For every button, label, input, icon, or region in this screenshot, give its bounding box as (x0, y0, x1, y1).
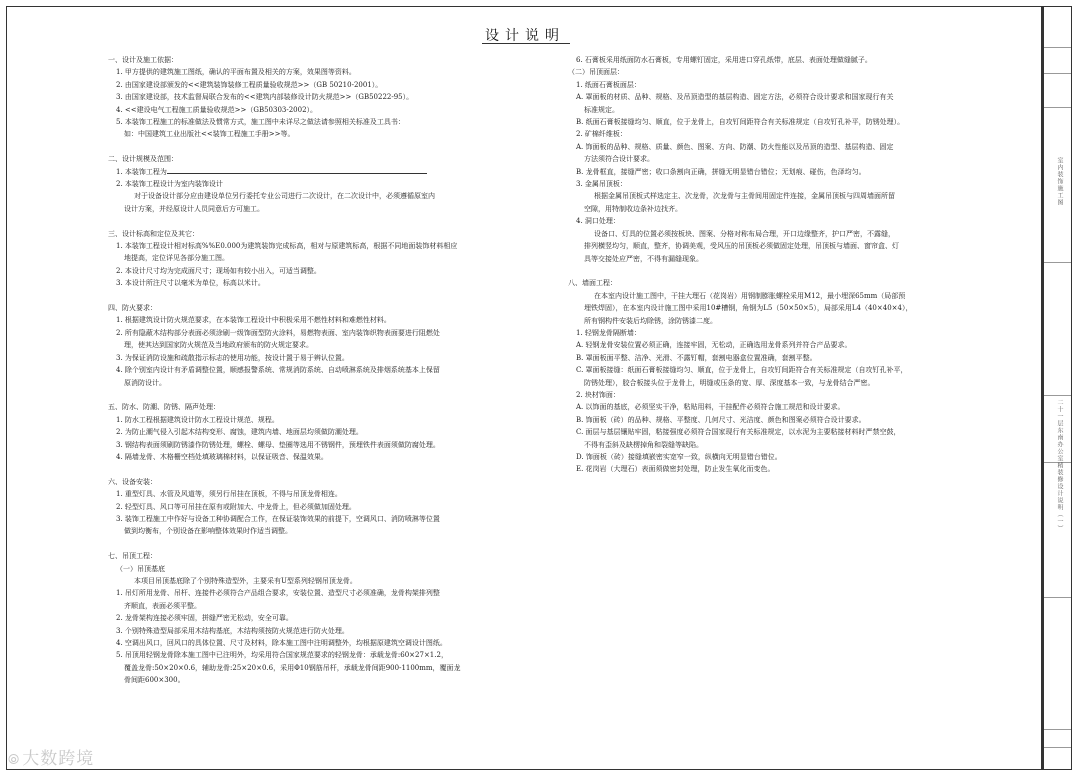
note-line (100, 228, 498, 240)
note-text: 防锈处理），胶合板接头位于龙骨上，明缝或压条的宽、厚、深度基本一致，与龙骨结合严密。 (584, 378, 875, 387)
note-text: 二、设计规模及范围： (108, 155, 178, 164)
note-text: 2. 龙骨架构连接必须牢固，拼缝严密无松动，安全可靠。 (116, 614, 293, 623)
note-line (100, 612, 498, 624)
note-line (100, 277, 498, 289)
title-block-rule (1044, 73, 1071, 74)
note-line (100, 314, 498, 326)
note-line (560, 377, 960, 389)
title-block-rule (1044, 47, 1071, 48)
note-text: 具等交接处应严密，不得有漏缝现象。 (584, 254, 703, 263)
note-text: 地提高，定位详见各部分施工图。 (124, 254, 229, 263)
note-line (560, 66, 960, 78)
note-line (100, 563, 498, 575)
note-line (560, 116, 960, 128)
note-text: 做到均衡布，个别设备在影响整体效果时作适当调整。 (124, 527, 292, 536)
note-line (560, 401, 960, 413)
note-line (100, 203, 498, 215)
note-text: 3. 装饰工程施工中作好与设备工种协调配合工作，在保证装饰效果的前提下，空调风口、消防喷淋等位置 (116, 514, 440, 523)
note-text: A. 饰面板的品种、规格、质量、颜色、图案、方向、防潮、防火性能以及吊顶的造型、基层构造、固定 (576, 142, 894, 151)
note-text: 3. 个别特殊造型局部采用木结构基底，木结构须按防火规范进行防火处理。 (116, 626, 349, 635)
note-text: 七、吊顶工程： (108, 552, 157, 561)
note-text: 覆盖龙骨:50×20×0.6，辅助龙骨:25×20×0.6，采用Φ10钢筋吊杆，承载龙骨间距900-1100mm，覆面龙 (124, 663, 461, 672)
note-text: 所有钢构件安装后均除锈，涂防锈漆二度。 (584, 316, 717, 325)
note-line (100, 166, 498, 178)
note-text: 设备口、灯具的位置必须按板块、图案、分格对称布局合理，开口边缘整齐，护口严密，不露缝， (594, 229, 895, 238)
title-underline (482, 43, 570, 44)
note-line (560, 451, 960, 463)
project-name: 室内装饰施工图 (1056, 157, 1063, 206)
note-text: 不得有歪斜及缺楞掉角和裂缝等缺陷。 (584, 440, 703, 449)
note-line (100, 401, 498, 413)
title-block-rule (1044, 262, 1071, 263)
note-text: 齐顺直，表面必须平整。 (124, 601, 201, 610)
note-line (100, 252, 498, 264)
note-line (560, 352, 960, 364)
note-line (100, 414, 498, 426)
note-text: 原消防设计。 (124, 378, 166, 387)
note-line (100, 476, 498, 488)
page-title: 设计说明 (485, 28, 565, 44)
note-line (100, 339, 498, 351)
title-block-rule (1044, 747, 1071, 748)
note-text: C. 面层与基层镶贴牢固，粘接强度必须符合国家现行有关标准规定，以水泥为主要粘接材料时严禁空鼓， (576, 428, 901, 437)
note-text: D. 饰面板（砖）接缝填嵌密实宽窄一致，纵横向无明显错台错位。 (576, 452, 782, 461)
note-text: 3. 为保证消防设施和疏散指示标志的使用功能，按设计置于易于辨认位置。 (116, 353, 349, 362)
note-line (100, 178, 498, 190)
note-text: 3. 钢结构表面须刷防锈漆作防锈处理，螺栓、螺母、垫圈等选用不锈钢件，预埋铁件表面须做防腐处理。 (116, 440, 440, 449)
note-line (560, 240, 960, 252)
note-line (100, 649, 498, 661)
note-line (100, 116, 498, 128)
note-line (560, 277, 960, 289)
note-text: 1. 吊灯所用龙骨、吊杆、连接件必须符合产品组合要求，安装位置、造型尺寸必须准确，龙骨构架排列整 (116, 589, 440, 598)
note-text: B. 饰面板（砖）的品种、规格、平整度、几何尺寸、光洁度、颜色和图案必须符合设计要求。 (576, 415, 866, 424)
note-line (560, 389, 960, 401)
spacer (100, 290, 498, 302)
note-line (560, 327, 960, 339)
note-line (560, 128, 960, 140)
note-text: 3. 由国家建设部，技术监督局联合发布的<<建筑内部装修设计防火规范>>（GB50222-95）。 (116, 93, 414, 102)
note-line (100, 451, 498, 463)
note-text: 2. 为防止潮气侵入引起木结构变形、腐蚀，建筑内墙、地面层均须做防潮处理。 (116, 428, 363, 437)
note-text: 2. 由国家建设部颁发的<<建筑装饰装修工程质量验收规范>>（GB 50210-2001）。 (116, 80, 383, 89)
note-text: 5. 本装饰工程施工的标准做法及惯常方式，施工图中未详尽之做法请参照相关标准及工具书： (116, 118, 405, 127)
note-text: 2. 本设计尺寸均为完成面尺寸；现场如有较小出入，可适当调整。 (116, 266, 321, 275)
note-text: 埋铁焊固），在本室内设计施工图中采用10#槽钢，角钢为L5（50×50×5），局部采用L4（40×40×4）， (584, 304, 913, 313)
note-line (560, 91, 960, 103)
spacer (100, 215, 498, 227)
note-line (100, 302, 498, 314)
note-text: 五、防水、防潮、防锈、隔声处理： (108, 403, 220, 412)
note-line (100, 104, 498, 116)
note-line (100, 637, 498, 649)
note-text: 4. 洞口处理： (576, 217, 620, 226)
note-text: B. 龙骨框直，接缝严密；收口条割向正确，拼缝无明显错台错位；无划痕、碰伤，色泽均匀。 (576, 167, 866, 176)
note-line (560, 439, 960, 451)
note-line (100, 550, 498, 562)
note-line (100, 364, 498, 376)
note-text: 1. 纸面石膏板面层： (576, 80, 641, 89)
note-line (560, 339, 960, 351)
note-text: 四、防火要求： (108, 304, 157, 313)
spacer (100, 463, 498, 475)
title-block-rule (1044, 395, 1071, 396)
note-text: B. 纸面石膏板接缝均匀、顺直，位于龙骨上，自攻钉间距符合有关标准规定（自攻钉孔补平，防锈处理）。 (576, 118, 905, 127)
spacer (560, 265, 960, 277)
note-line (100, 662, 498, 674)
note-text: 六、设备安装： (108, 477, 157, 486)
note-text: 1. 轻钢龙骨隔断墙： (576, 328, 641, 337)
note-text: C. 罩面板接缝：纸面石膏板接缝均匀、顺直，位于龙骨上，自攻钉间距符合有关标准规定（自攻钉孔补平， (576, 366, 908, 375)
note-text: 排列横竖均匀，顺直，整齐，协调美观，受风压的吊顶板必须做固定处理，吊顶板与墙面、窗帘盒、灯 (584, 242, 899, 251)
note-line (560, 290, 960, 302)
note-line (100, 79, 498, 91)
note-line (100, 352, 498, 364)
note-line (560, 153, 960, 165)
note-text: 2. 本装饰工程设计为室内装饰设计 (116, 180, 223, 189)
note-text: A. 罩面板的材质、品种、规格、及吊顶造型的基层构造、固定方法，必须符合设计要求和国家现行有关 (576, 93, 894, 102)
note-text: 1. 甲方提供的建筑施工图纸，确认的平面布置及相关的方案，效果图等资料。 (116, 68, 356, 77)
note-text: 5. 吊顶用轻钢龙骨除本施工图中已注明外，均采用符合国家规范要求的轻钢龙骨：承载龙骨:60×27×1.2， (116, 651, 448, 660)
title-block-rule (1044, 597, 1071, 598)
title-block-rule (1044, 107, 1071, 108)
note-text: （一）吊顶基底 (116, 564, 165, 573)
note-text: （二）吊顶面层： (568, 68, 624, 77)
note-text: 2. 轻型灯具、风口等可吊挂在原有或附加大、中龙骨上，但必须做加固处理。 (116, 502, 356, 511)
note-text: E. 花岗岩（大理石）表面须做密封处理，防止发生氧化而变色。 (576, 465, 775, 474)
note-text: 2. 矿棉纤维板： (576, 130, 627, 139)
note-text: A. 以饰面的基底，必须坚实干净，粘贴用料，干挂配件必须符合施工规范和设计要求。 (576, 403, 845, 412)
note-line (560, 104, 960, 116)
note-text: 根据金属吊顶板式样选定主、次龙骨，次龙骨与主骨间用固定件连接，金属吊顶板与四周墙面所留 (594, 192, 895, 201)
watermark-text: 大数跨境 (22, 749, 95, 769)
watermark-logo-icon: ⦾ (8, 752, 21, 768)
note-text: 1. 重型灯具、水管及风道等，须另行吊挂在顶板，不得与吊顶龙骨相连。 (116, 490, 342, 499)
note-text: 4. 空调出风口，回风口的具体位置、尺寸及材料，除本施工图中注明调整外，均根据原建筑空调设计图纸。 (116, 639, 447, 647)
note-text: A. 轻钢龙骨安装位置必须正确，连接牢固，无松动，正确选用龙骨系列并符合产品要求。 (576, 341, 852, 350)
note-text: 1. 根据建筑设计防火规范要求，在本装饰工程设计中积极采用不燃性材料和难燃性材料。 (116, 316, 391, 325)
note-line (100, 439, 498, 451)
right-column (560, 54, 960, 476)
note-line (560, 302, 960, 314)
note-line (560, 215, 960, 227)
note-line (100, 600, 498, 612)
note-line (100, 575, 498, 587)
note-line (560, 166, 960, 178)
note-line (560, 364, 960, 376)
note-text: 八、墙面工程： (568, 279, 617, 288)
spacer (100, 389, 498, 401)
note-text: 一、设计及施工依据： (108, 56, 178, 64)
note-line (560, 79, 960, 91)
note-text: 对于设备设计部分应由建设单位另行委托专业公司进行二次设计，在二次设计中，必须遵循原室内 (134, 192, 435, 201)
left-column (100, 54, 498, 687)
note-line (100, 91, 498, 103)
note-text: 如：中国建筑工业出版社<<装饰工程施工手册>>等。 (124, 130, 295, 139)
spacer (100, 141, 498, 153)
drawing-name: 二十一层东南办公室精装修设计说明（一） (1056, 399, 1063, 532)
note-text: 1. 防水工程根据建筑设计防水工程设计规范、规程。 (116, 415, 279, 424)
note-line (100, 488, 498, 500)
note-text: 4. <<建设电气工程施工质量验收规范>>（GB50303-2002）。 (116, 105, 318, 114)
note-text: 4. 除个别室内设计有矛盾调整位置，顺感报警系统、常规消防系统、自动喷淋系统及排烟系统基本上保留 (116, 366, 440, 375)
note-text: 2. 块材饰面： (576, 390, 620, 399)
note-line (100, 625, 498, 637)
note-text: 三、设计标高和定位及其它： (108, 229, 199, 238)
note-line (560, 253, 960, 265)
note-text: 标准规定。 (584, 105, 619, 114)
note-line (560, 54, 960, 66)
title-block (1042, 6, 1072, 770)
note-line (560, 426, 960, 438)
note-line (100, 54, 498, 66)
note-line (100, 66, 498, 78)
note-text: 1. 本装饰工程设计相对标高%%E0.000为建筑装饰完成标高，相对与原建筑标高，根据不同地面装饰材料相应 (116, 242, 458, 251)
note-line (560, 190, 960, 202)
note-line (100, 501, 498, 513)
note-text: 4. 隔墙龙骨、木格栅空档处填玻璃棉材料，以保证吸音、保温效果。 (116, 452, 328, 461)
note-line (100, 587, 498, 599)
watermark (8, 744, 94, 769)
note-line (560, 315, 960, 327)
note-line (560, 228, 960, 240)
note-line (100, 128, 498, 140)
note-line (560, 203, 960, 215)
note-text: 1. 本装饰工程为 (116, 167, 167, 176)
note-line (560, 178, 960, 190)
note-line (100, 327, 498, 339)
note-line (560, 414, 960, 426)
note-line (560, 141, 960, 153)
note-line (100, 240, 498, 252)
note-line (100, 674, 498, 686)
note-line (100, 525, 498, 537)
note-line (100, 513, 498, 525)
title-block-rule (1044, 729, 1071, 730)
note-text: 3. 金属吊顶板： (576, 180, 627, 189)
note-text: 空隙，用特制收边条补边找齐。 (584, 204, 682, 213)
note-text: 本项目吊顶基底除了个别特殊造型外，主要采有U型系列轻钢吊顶龙骨。 (134, 576, 357, 585)
note-text: 设计方案，并经原设计人员同意后方可施工。 (124, 204, 264, 213)
note-line (100, 190, 498, 202)
note-text: 6. 石膏板采用纸面防水石膏板，专用螺钉固定，采用进口穿孔纸带，底层、表面处理做缝腻子。 (576, 56, 872, 64)
note-text: B. 罩面板面平整、洁净、光滑、不露钉帽，套割电器盒位置准确，套割平整。 (576, 353, 817, 362)
spacer (100, 538, 498, 550)
note-line (100, 426, 498, 438)
note-text: 方法须符合设计要求。 (584, 155, 654, 164)
note-line (100, 265, 498, 277)
note-text: 理，使其达到国家防火规范及当地政府颁布的防火规定要求。 (124, 341, 313, 350)
note-line (560, 463, 960, 475)
blank-fill-line (167, 166, 427, 174)
note-text: 在本室内设计施工图中，干挂大理石（花岗岩）用钢制膨胀螺栓采用M12，最小埋深65mm（局部预 (594, 291, 906, 300)
note-text: 骨间距600×300。 (124, 676, 185, 685)
note-line (100, 153, 498, 165)
note-line (100, 377, 498, 389)
note-text: 3. 本设计所注尺寸以毫米为单位，标高以米计。 (116, 279, 265, 288)
note-text: 2. 所有隐蔽木结构部分表面必须涂刷一级饰面型防火涂料，易燃物表面、室内装饰织物表面要进行阻燃处 (116, 328, 440, 337)
